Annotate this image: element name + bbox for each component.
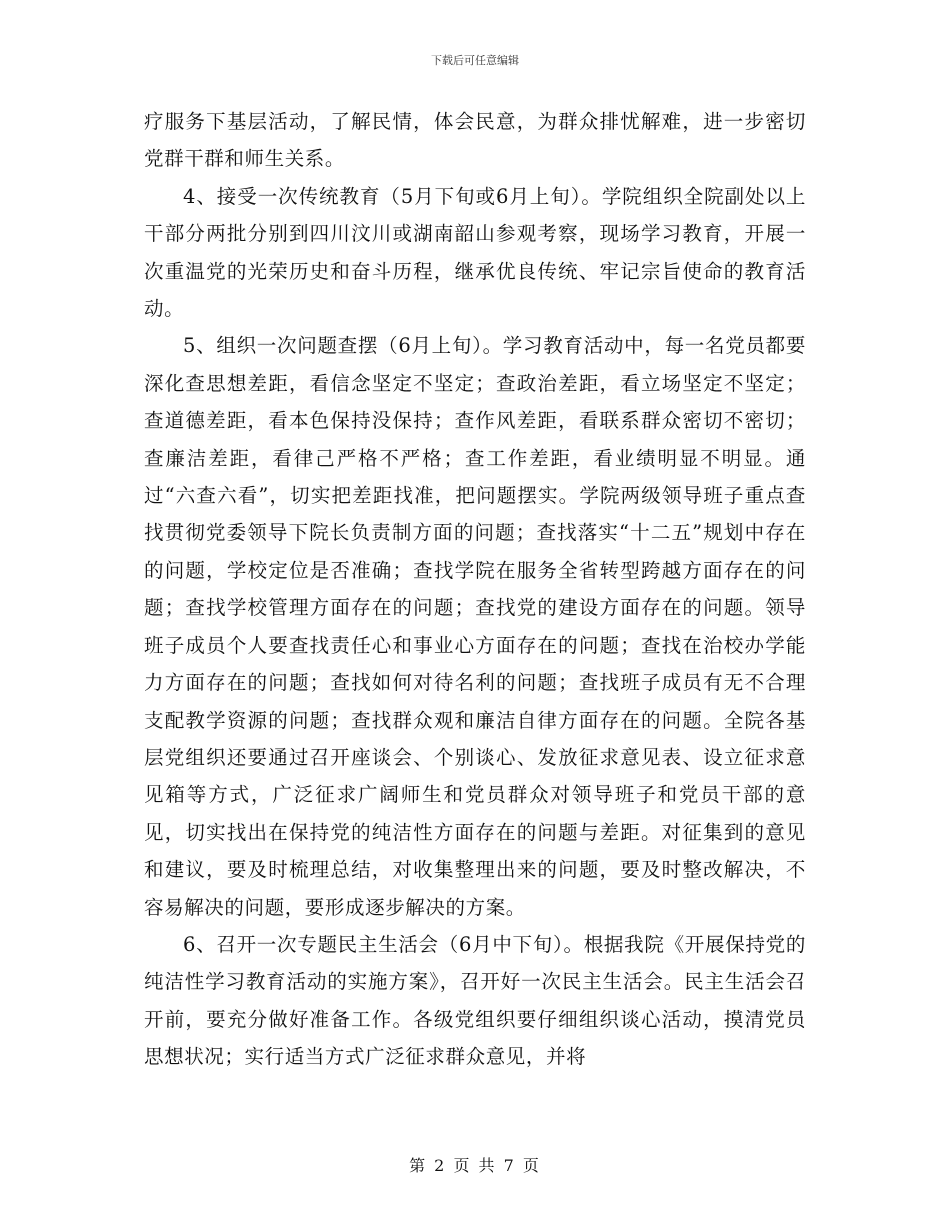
paragraph-4: 6、召开一次专题民主生活会（6月中下旬）。根据我院《开展保持党的纯洁性学习教育活动的实施方案》，召开好一次民主生活会。民主生活会召开前，要充分做好准备工作。各级党组织要仔细组织谈心活动，摸清党员思想状况；实行适当方式广泛征求群众意见，并将 (144, 932, 806, 1069)
document-body (144, 103, 806, 1076)
page-header: 下载后可任意编辑 (431, 54, 519, 67)
paragraph-2: 4、接受一次传统教育（5月下旬或6月上旬）。学院组织全院副处以上干部分两批分别到四川汶川或湖南韶山参观考察，现场学习教育，开展一次重温党的光荣历史和奋斗历程，继承优良传统、牢记宗旨使命的教育活动。 (144, 184, 806, 321)
paragraph-1: 疗服务下基层活动，了解民情，体会民意，为群众排忧解难，进一步密切党群干群和师生关系。 (144, 110, 806, 171)
page-footer: 第 2 页 共 7 页 (409, 1156, 541, 1175)
paragraph-3: 5、组织一次问题查摆（6月上旬）。学习教育活动中，每一名党员都要深化查思想差距，看信念坚定不坚定；查政治差距，看立场坚定不坚定；查道德差距，看本色保持没保持；查作风差距，看联系群众密切不密切；查廉洁差距，看律己严格不严格；查工作差距，看业绩明显不明显。通过“六查六看”，切实把差距找准，把问题摆实。学院两级领导班子重点查找贯彻党委领导下院长负责制方面的问题；查找落实“十二五”规划中存在的问题，学校定位是否准确；查找学院在服务全省转型跨越方面存在的问题；查找学校管理方面存在的问题；查找党的建设方面存在的问题。领导班子成员个人要查找责任心和事业心方面存在的问题；查找在治校办学能力方面存在的问题；查找如何对待名利的问题；查找班子成员有无不合理支配教学资源的问题；查找群众观和廉洁自律方面存在的问题。全院各基层党组织还要通过召开座谈会、个别谈心、发放征求意见表、设立征求意见箱等方式，广泛征求广阔师生和党员群众对领导班子和党员干部的意见，切实找出在保持党的纯洁性方面存在的问题与差距。对征集到的意见和建议，要及时梳理总结，对收集整理出来的问题，要及时整改解决，不容易解决的问题，要形成逐步解决的方案。 (144, 334, 806, 919)
